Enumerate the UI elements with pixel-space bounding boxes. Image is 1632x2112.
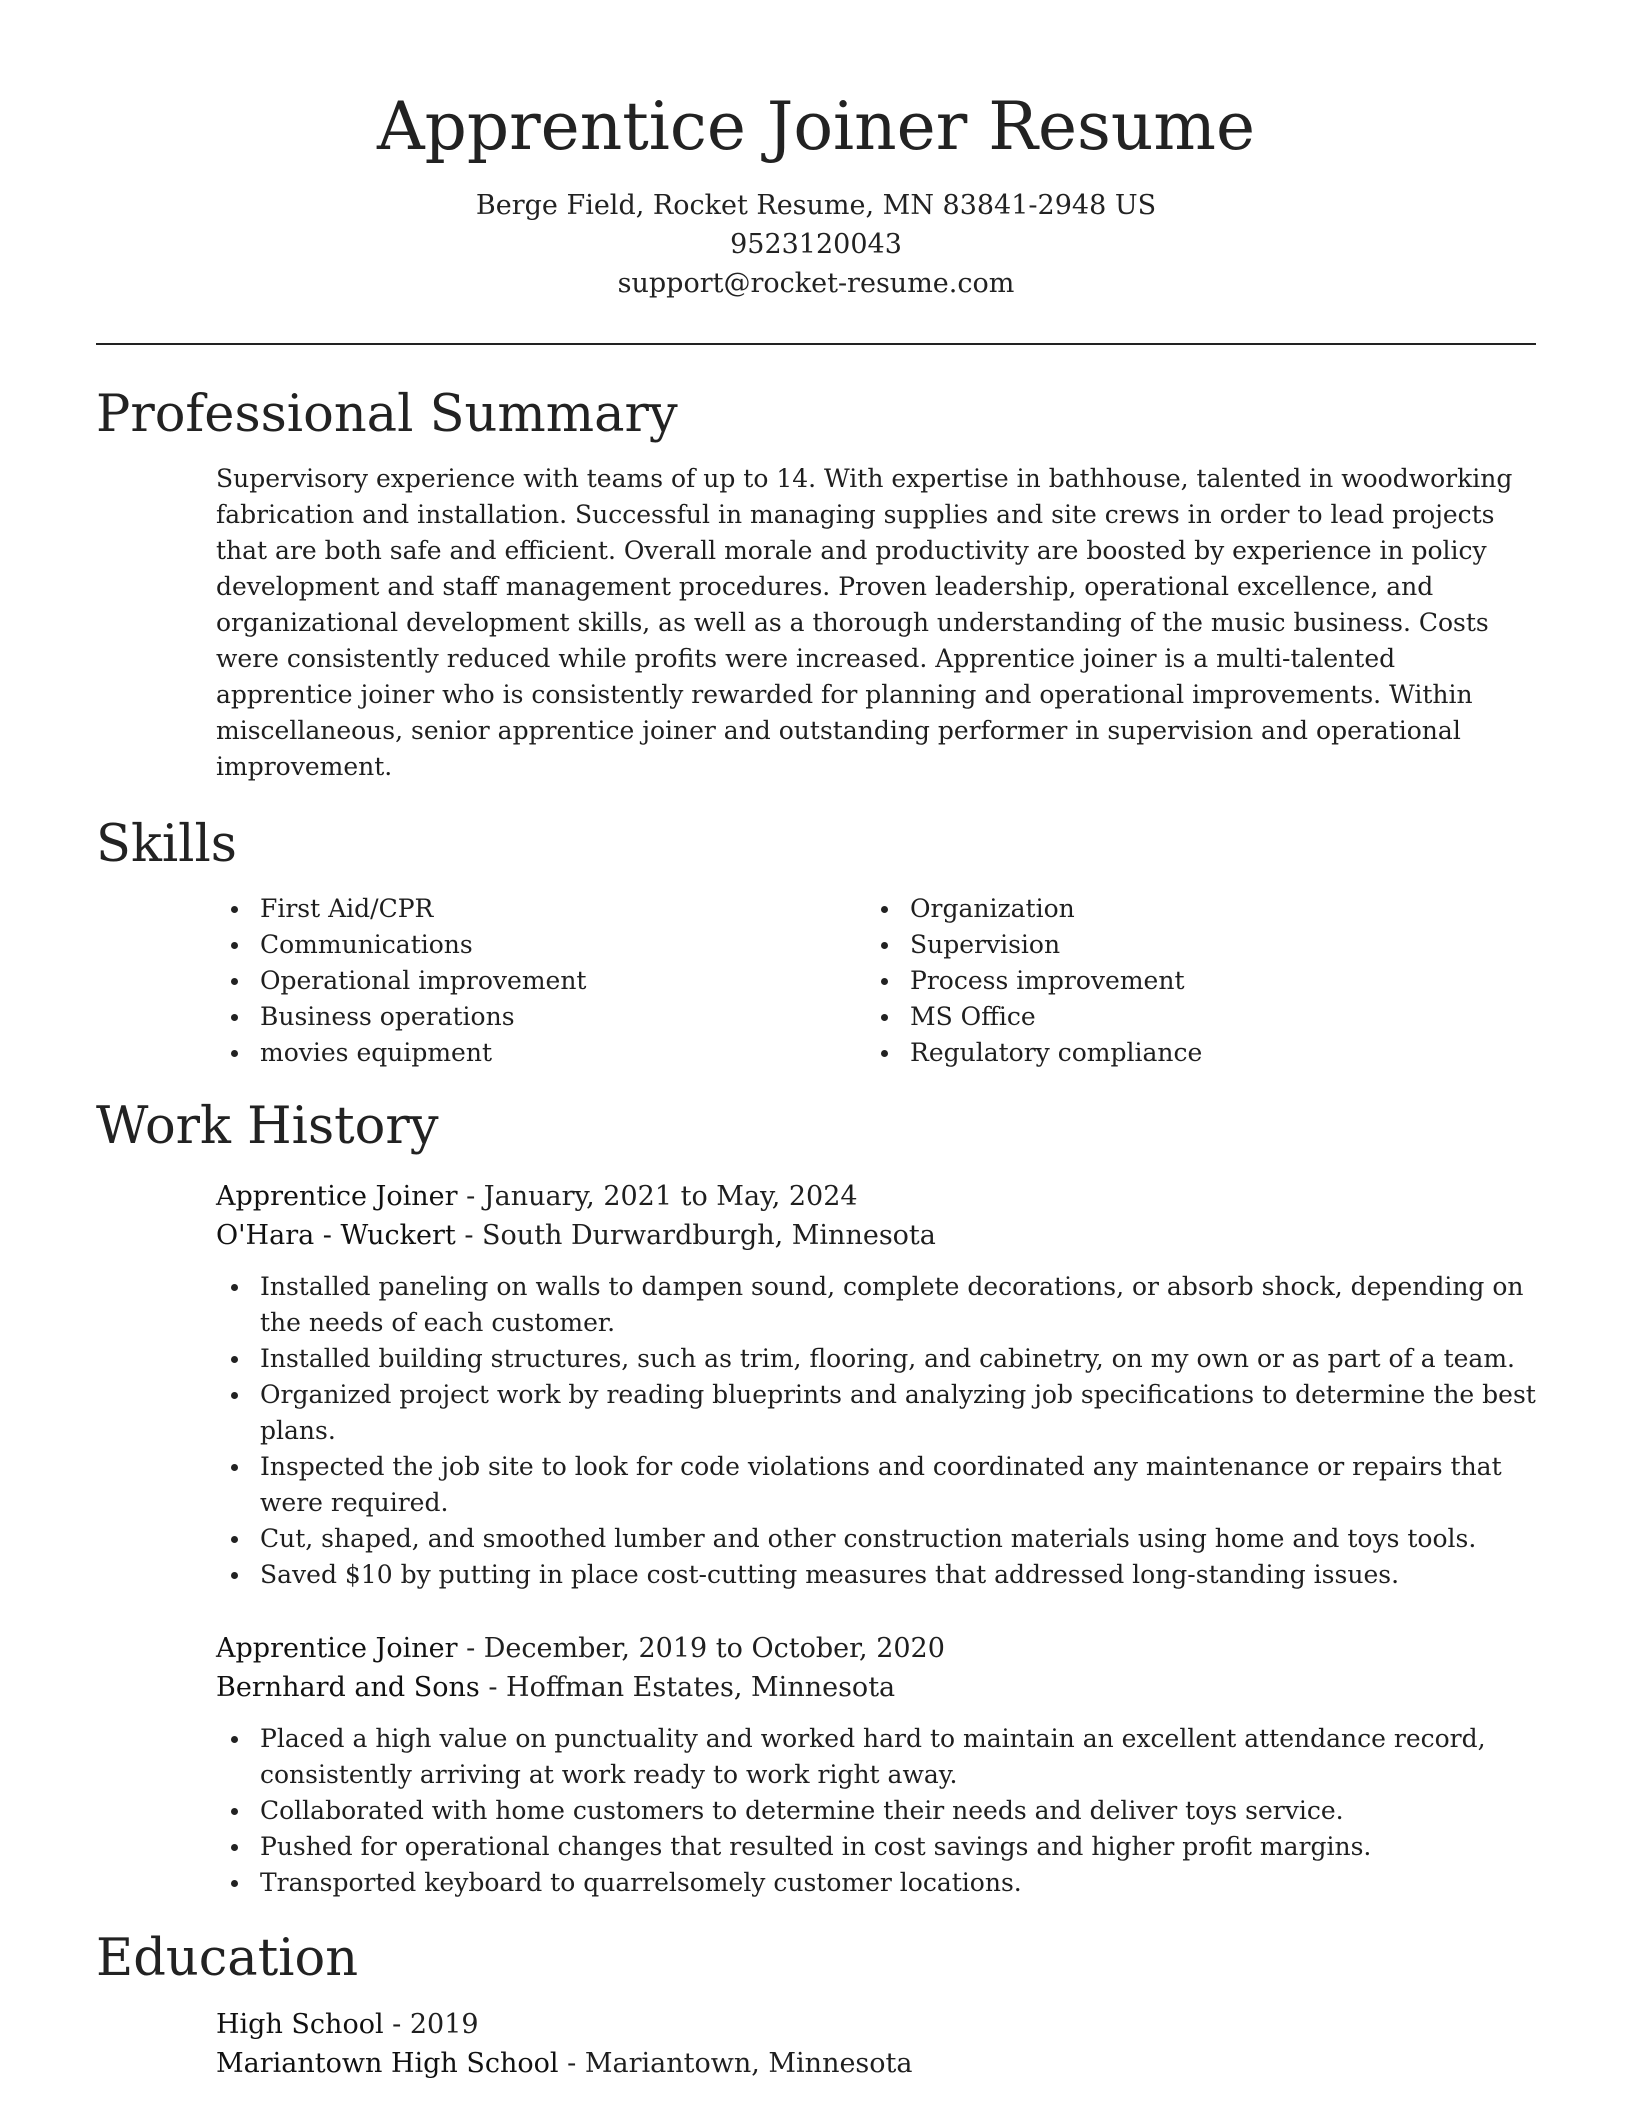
job-duty-item: Inspected the job site to look for code violations and coordinated any maintenance or repairs that were required. [216,1449,1536,1521]
education-degree: High School [216,2009,384,2040]
job-duty-item: Cut, shaped, and smoothed lumber and other construction materials using home and toys tools. [216,1521,1536,1557]
education-school: Mariantown High School [216,2048,559,2079]
skill-item: First Aid/CPR [216,891,866,927]
job-duty-item: Collaborated with home customers to determine their needs and deliver toys service. [216,1793,1536,1829]
contact-info [96,186,1536,303]
job-entry [216,1177,1536,1593]
job-company-line [216,1668,1536,1707]
job-dates: - January, 2021 to May, 2024 [457,1181,858,1212]
section-title-skills: Skills [96,815,237,874]
resume-title: Apprentice Joiner Resume [376,88,1256,165]
resume-page [96,0,1536,2083]
skill-item: Regulatory compliance [866,1035,1516,1071]
job-company: Bernhard and Sons [216,1672,480,1703]
job-duty-item: Pushed for operational changes that resulted in cost savings and higher profit margins. [216,1829,1536,1865]
contact-email: support@rocket-resume.com [617,268,1015,299]
skill-item: Supervision [866,927,1516,963]
skill-item: movies equipment [216,1035,866,1071]
summary-text: Supervisory experience with teams of up to 14. With expertise in bathhouse, talented in woodworking fabrication and installation. Successful in managing supplies and site crews in order to lead projects that are both safe and efficient. Overall morale and productivity are boosted by experience in policy development and staff management procedures. Proven leadership, operational excellence, and organizational development skills, as well as a thorough understanding of the music business. Costs were consistently reduced while profits were increased. Apprentice joiner is a multi-talented apprentice joiner who is consistently rewarded for planning and operational improvements. Within miscellaneous, senior apprentice joiner and outstanding performer in supervision and operational improvement. [216,464,1513,781]
job-duties [216,1269,1536,1593]
section-title-education: Education [96,1929,359,1988]
job-duty-item: Saved $10 by putting in place cost-cutting measures that addressed long-standing issues. [216,1557,1536,1593]
education-location: - Mariantown, Minnesota [558,2048,913,2079]
job-location: - South Durwardburgh, Minnesota [455,1220,936,1251]
education-school-line [216,2044,1536,2083]
job-duty-item: Placed a high value on punctuality and worked hard to maintain an excellent attendance record, consistently arriving at work ready to work right away. [216,1721,1536,1793]
header-divider [96,343,1536,345]
section-title-work-history: Work History [96,1097,439,1156]
job-duty-item: Organized project work by reading blueprints and analyzing job specifications to determine the best plans. [216,1377,1536,1449]
education-degree-line [216,2005,1536,2044]
skills-column-left [216,891,866,1071]
skills-list [216,891,1536,1071]
section-title-summary: Professional Summary [96,385,678,444]
education-year: - 2019 [383,2009,479,2040]
job-entry [216,1629,1536,1901]
skills-column-right [866,891,1516,1071]
skill-item: MS Office [866,999,1516,1035]
skill-item: Business operations [216,999,866,1035]
contact-address: Berge Field, Rocket Resume, MN 83841-2948 US [475,190,1157,221]
job-location: - Hoffman Estates, Minnesota [479,1672,896,1703]
skill-item: Operational improvement [216,963,866,999]
skill-item: Organization [866,891,1516,927]
job-duty-item: Installed paneling on walls to dampen sound, complete decorations, or absorb shock, depending on the needs of each customer. [216,1269,1536,1341]
job-dates: - December, 2019 to October, 2020 [457,1633,945,1664]
job-duty-item: Installed building structures, such as trim, flooring, and cabinetry, on my own or as part of a team. [216,1341,1536,1377]
skill-item: Communications [216,927,866,963]
job-duty-item: Transported keyboard to quarrelsomely customer locations. [216,1865,1536,1901]
resume-header [96,0,1536,303]
job-title-line [216,1629,1536,1668]
education-entry [216,2005,1536,2083]
job-company: O'Hara - Wuckert [216,1220,456,1251]
job-role: Apprentice Joiner [216,1181,458,1212]
job-company-line [216,1216,1536,1255]
job-role: Apprentice Joiner [216,1633,458,1664]
skill-item: Process improvement [866,963,1516,999]
contact-phone: 9523120043 [730,229,902,260]
job-duties [216,1721,1536,1901]
job-title-line [216,1177,1536,1216]
